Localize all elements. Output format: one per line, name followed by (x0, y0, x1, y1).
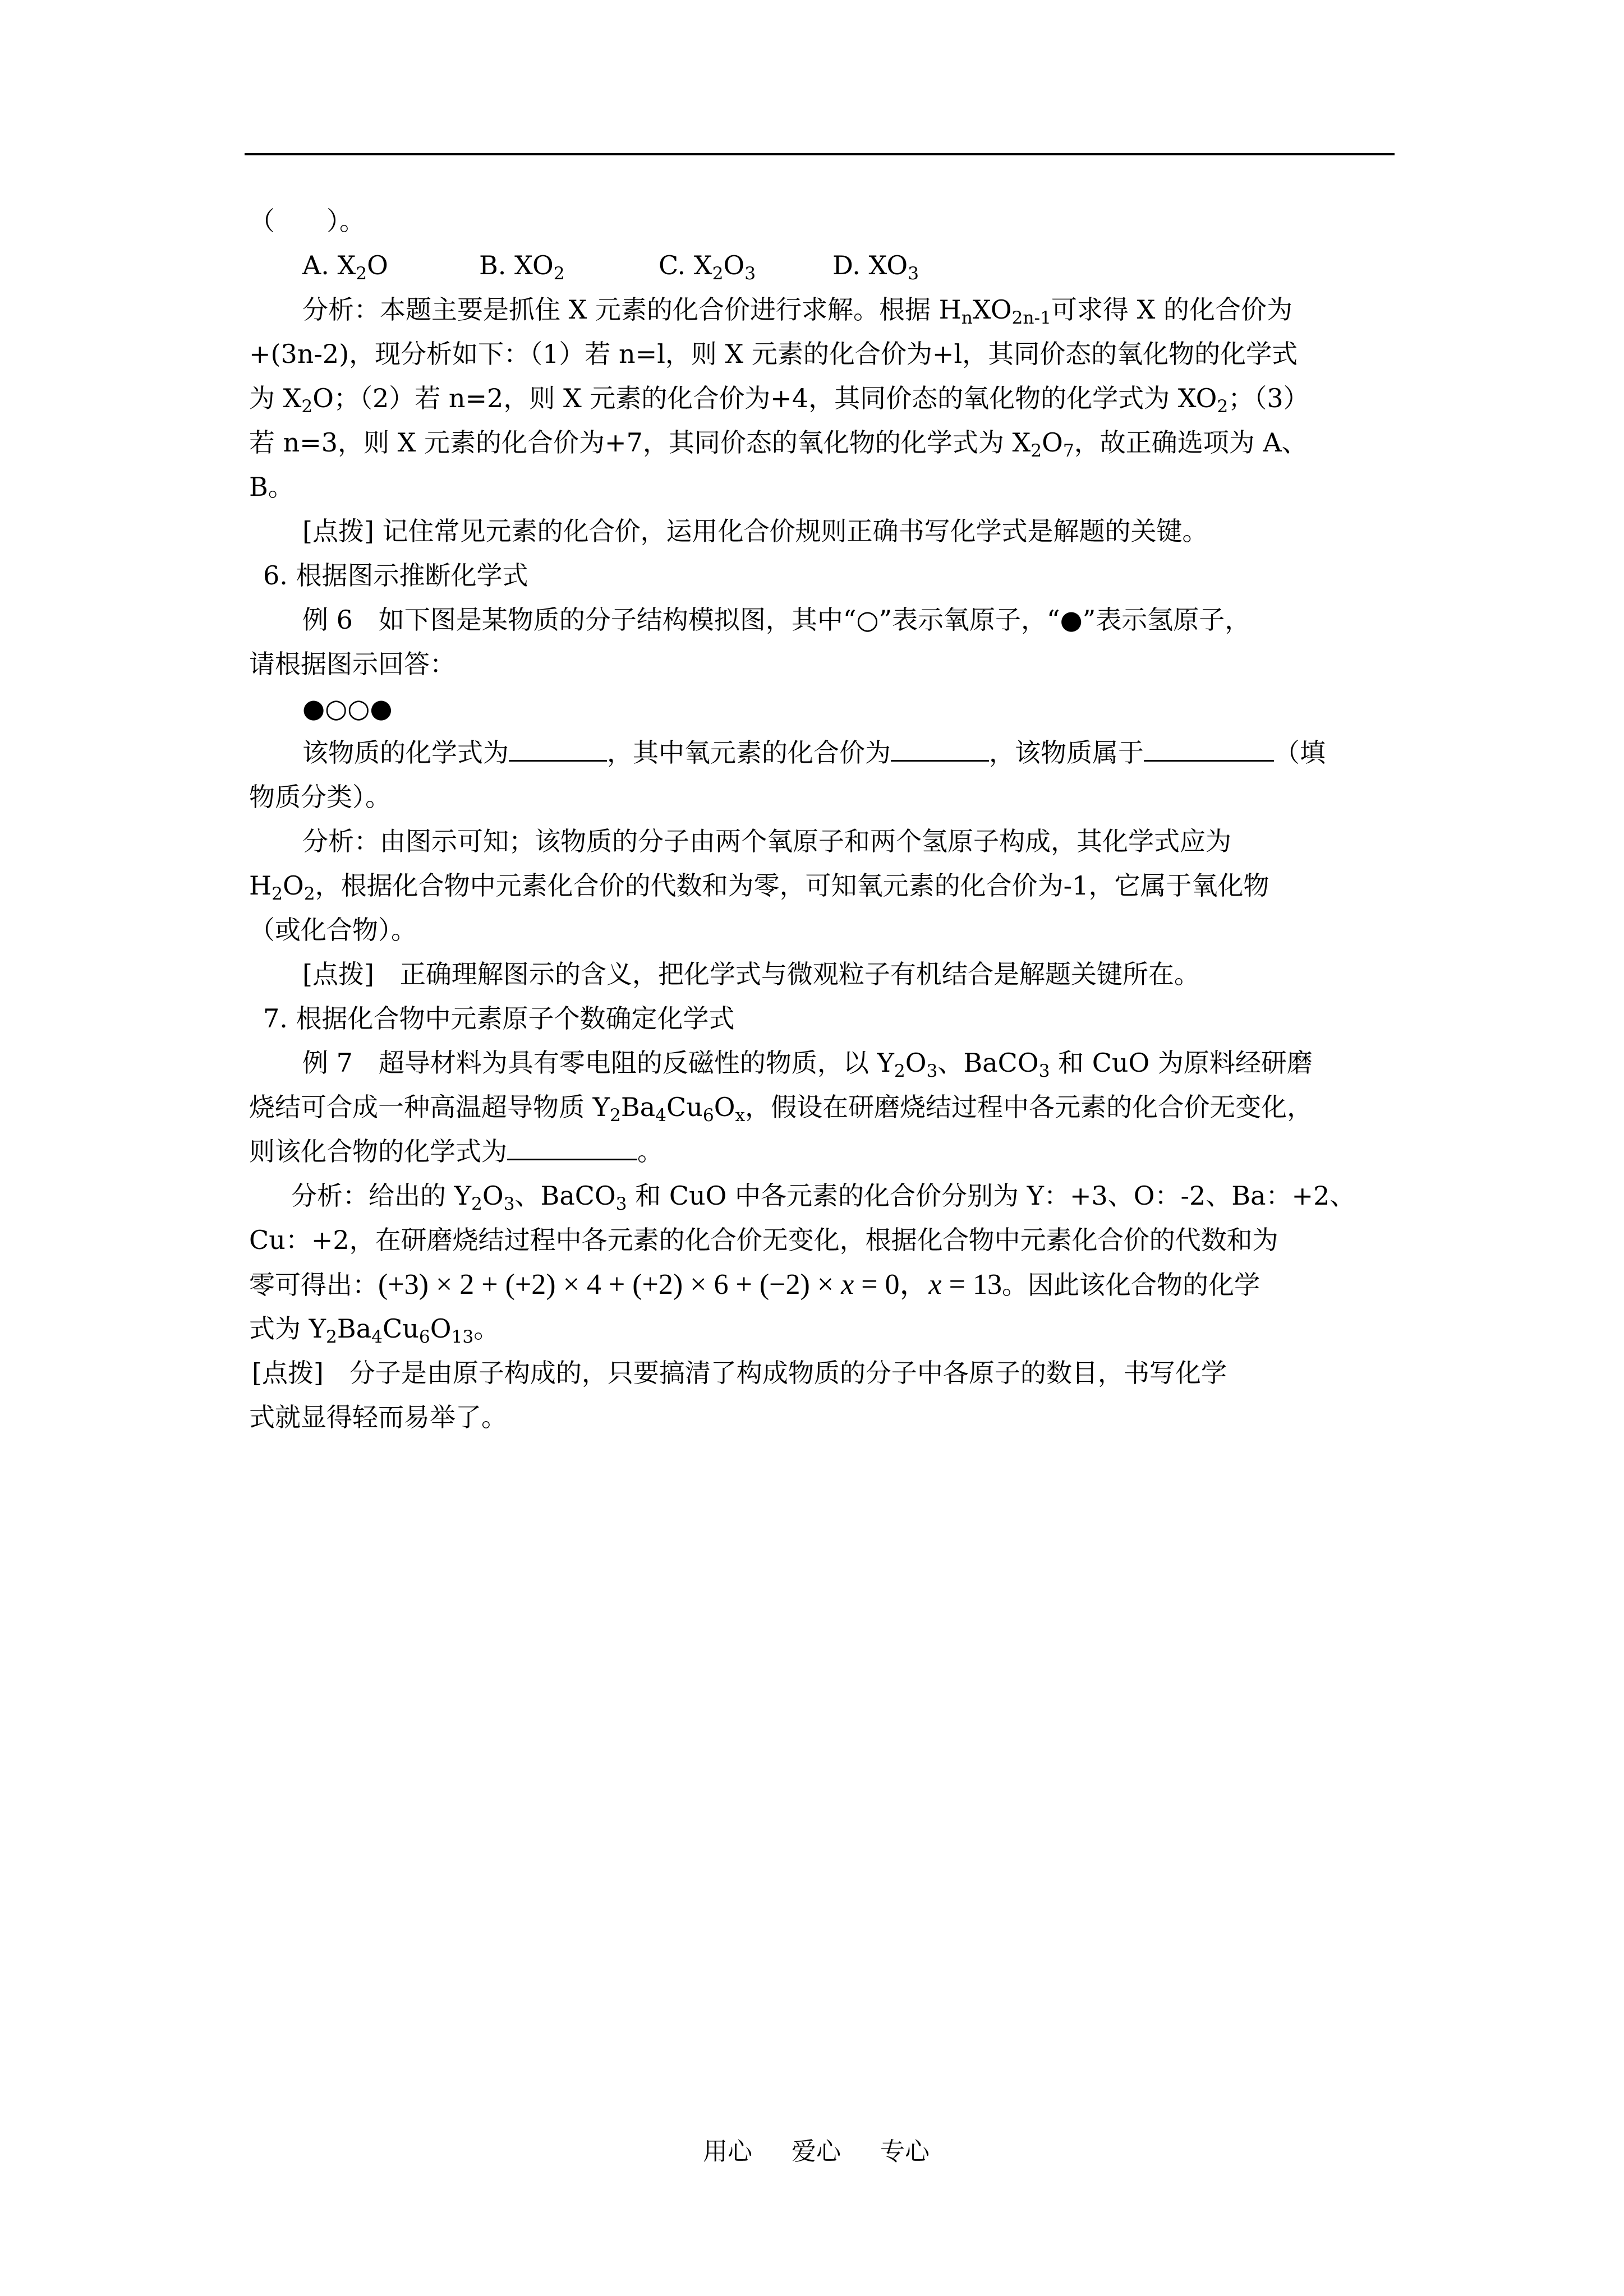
text: 例 6 如下图是某物质的分子结构模拟图，其中“○”表示氧原子，“●”表示氢原子， (302, 605, 1251, 635)
section-heading (249, 554, 1427, 598)
text: 可求得 X 的化合价为 (1051, 294, 1293, 325)
option-d (832, 243, 919, 288)
text: 为 X (249, 383, 302, 413)
subscript: 3 (503, 1193, 515, 1214)
text: （填 (1274, 737, 1326, 768)
text: +(3n-2)，现分析如下：（1）若 n=l，则 X 元素的化合价为+l，其同价态的氧化物的化学式 (249, 339, 1298, 369)
text: O (430, 1313, 452, 1344)
text: 例 7 超导材料为具有零电阻的反磁性的物质，以 Y (302, 1048, 894, 1078)
text: 6. 根据图示推断化学式 (263, 560, 528, 591)
subscript: 4 (371, 1326, 383, 1347)
example-line (249, 598, 1427, 642)
text: H (249, 870, 272, 901)
text: 请根据图示回答： (249, 649, 456, 679)
text: [点拨] 分子是由原子构成的，只要搞清了构成物质的分子中各原子的数目，书写化学 (252, 1358, 1227, 1388)
text: Cu (383, 1313, 419, 1344)
tip-line (249, 1395, 1427, 1440)
variable: x (928, 1269, 942, 1301)
header-rule (245, 153, 1395, 155)
molecule-diagram (249, 686, 1427, 731)
subscript: 2n-1 (1011, 307, 1052, 328)
text: ，故正确选项为 A、 (1074, 427, 1308, 458)
subscript: 2 (356, 263, 367, 284)
text: XO (972, 294, 1012, 325)
text: ●○○● (302, 693, 393, 723)
answer-blank (507, 1129, 637, 1160)
answer-blank (1144, 731, 1274, 762)
footer-text: 爱心 (792, 2137, 841, 2166)
text: O (367, 250, 388, 280)
subscript: 3 (615, 1193, 627, 1214)
analysis-line (249, 376, 1427, 421)
text: 分析：给出的 Y (291, 1181, 471, 1211)
subscript: n (961, 307, 973, 328)
option-c (659, 243, 832, 288)
subscript: 4 (655, 1105, 667, 1126)
analysis-line (249, 1218, 1427, 1262)
text: 零可得出： (249, 1270, 378, 1300)
text: O (283, 870, 304, 901)
tip-line (249, 509, 1427, 554)
text: [点拨] 记住常见元素的化合价，运用化合价规则正确书写化学式是解题的关键。 (302, 516, 1208, 546)
subscript: 2 (303, 883, 315, 904)
analysis-line (249, 908, 1427, 952)
footer-text: 专心 (880, 2137, 930, 2166)
text: 。 (473, 1313, 500, 1344)
text: 式为 Y (249, 1313, 326, 1344)
example-line (249, 1041, 1427, 1085)
text: 则该化合物的化学式为 (249, 1136, 507, 1167)
subscript: 2 (610, 1105, 621, 1126)
subscript: 3 (744, 263, 756, 284)
subscript: 2 (1030, 440, 1042, 461)
answer-blank (509, 731, 607, 762)
subscript: 2 (1217, 396, 1229, 417)
text: ；（3） (1228, 383, 1309, 413)
text: 、BaCO (937, 1048, 1039, 1078)
analysis-line (249, 421, 1427, 465)
text: 、BaCO (514, 1181, 616, 1211)
example-line (249, 642, 1427, 686)
example-line (249, 1085, 1427, 1129)
analysis-line (249, 332, 1427, 376)
subscript: 2 (272, 883, 283, 904)
subscript: 6 (702, 1105, 714, 1126)
text: ，假设在研磨烧结过程中各元素的化合价无变化， (745, 1092, 1313, 1122)
text: B. XO (479, 250, 554, 280)
question-line (249, 775, 1427, 819)
footer-text: 用心 (703, 2137, 752, 2166)
text: 分析：由图示可知；该物质的分子由两个氧原子和两个氢原子构成，其化学式应为 (302, 826, 1231, 856)
document-body (249, 199, 1427, 1440)
tip-line (249, 1351, 1427, 1395)
text: 该物质的化学式为 (302, 737, 509, 768)
text: Cu (666, 1092, 703, 1122)
text: 和 CuO 为原料经研磨 (1050, 1048, 1313, 1078)
subscript: 3 (926, 1061, 938, 1081)
text: O (482, 1181, 504, 1211)
answer-blank (891, 731, 989, 762)
subscript: 2 (712, 263, 724, 284)
tip-line (249, 952, 1427, 997)
text: 。 (637, 1136, 663, 1167)
subscript: 2 (326, 1326, 337, 1347)
equation (378, 1269, 1002, 1301)
text: 。因此该化合物的化学 (1001, 1270, 1260, 1300)
analysis-line (249, 1307, 1427, 1351)
text: 和 CuO 中各元素的化合价分别为 Y：+3、O：-2、Ba：+2、 (627, 1181, 1356, 1211)
subscript: 3 (1038, 1061, 1050, 1081)
text: O (714, 1092, 735, 1122)
text: 物质分类）。 (249, 782, 391, 812)
subscript: 6 (418, 1326, 430, 1347)
text: [点拨] 正确理解图示的含义，把化学式与微观粒子有机结合是解题关键所在。 (302, 959, 1200, 989)
example-line (249, 1129, 1427, 1174)
section-heading (249, 997, 1427, 1041)
option-a (302, 243, 479, 288)
option-b (479, 243, 659, 288)
text: Ba (620, 1092, 656, 1122)
subscript: 2 (301, 396, 313, 417)
text: ，该物质属于 (989, 737, 1144, 768)
page-footer (703, 2131, 969, 2167)
subscript: 3 (908, 263, 919, 284)
analysis-line (249, 819, 1427, 864)
subscript: 7 (1062, 440, 1074, 461)
analysis-line (249, 1174, 1427, 1218)
subscript: 2 (894, 1061, 905, 1081)
text: 若 n=3，则 X 元素的化合价为+7，其同价态的氧化物的化学式为 X (249, 427, 1031, 458)
variable: x (841, 1269, 854, 1301)
text: （或化合物）。 (249, 915, 417, 945)
text: = 13 (941, 1269, 1002, 1301)
subscript: x (735, 1105, 746, 1126)
text: ，其中氧元素的化合价为 (607, 737, 891, 768)
subscript: 2 (553, 263, 565, 284)
options-row (249, 243, 1427, 288)
analysis-line (249, 864, 1427, 908)
analysis-line (249, 288, 1427, 332)
text: ，根据化合物中元素化合价的代数和为零，可知氧元素的化合价为-1，它属于氧化物 (315, 870, 1269, 901)
text: 分析：本题主要是抓住 X 元素的化合价进行求解。根据 H (302, 294, 961, 325)
subscript: 13 (451, 1326, 474, 1347)
text: （ ）。 (249, 206, 365, 236)
text: 烧结可合成一种高温超导物质 Y (249, 1092, 610, 1122)
subscript: 2 (471, 1193, 482, 1214)
analysis-line (249, 1262, 1427, 1307)
answer-paren (249, 199, 1427, 243)
text: A. X (302, 250, 356, 280)
question-line (249, 731, 1427, 775)
text: 式就显得轻而易举了。 (249, 1402, 507, 1432)
text: Ba (337, 1313, 372, 1344)
text: (+3) × 2 + (+2) × 4 + (+2) × 6 + (−2) × (378, 1269, 841, 1301)
text: O (723, 250, 745, 280)
text: C. X (659, 250, 712, 280)
text: O (1042, 427, 1063, 458)
text: Cu：+2，在研磨烧结过程中各元素的化合价无变化，根据化合物中元素化合价的代数和为 (249, 1225, 1278, 1255)
text: B。 (249, 472, 294, 502)
text: 7. 根据化合物中元素原子个数确定化学式 (263, 1003, 735, 1034)
text: D. XO (832, 250, 908, 280)
text: O (905, 1048, 927, 1078)
text: O；（2）若 n=2，则 X 元素的化合价为+4，其同价态的氧化物的化学式为 XO (312, 383, 1217, 413)
text: = 0， (854, 1269, 929, 1301)
analysis-line (249, 465, 1427, 509)
